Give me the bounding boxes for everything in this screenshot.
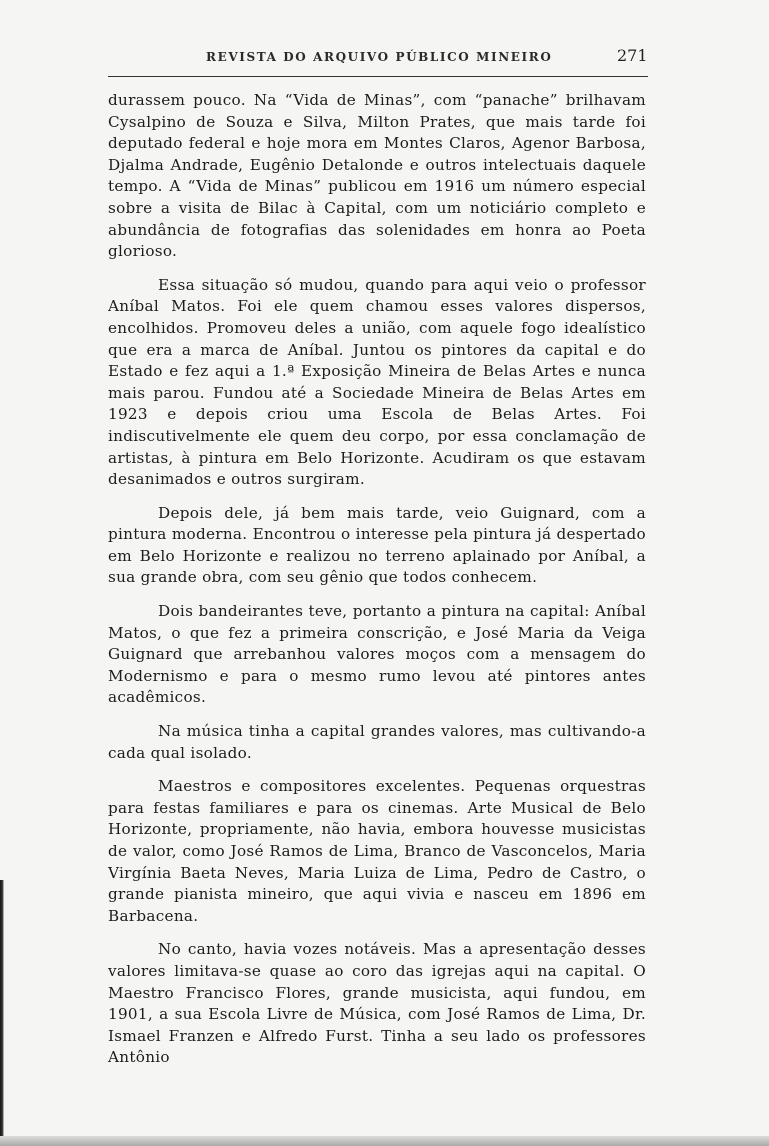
header-rule: [108, 76, 648, 77]
binding-shadow: [0, 880, 4, 1146]
running-head-title: REVISTA DO ARQUIVO PÚBLICO MINEIRO: [206, 50, 553, 64]
paragraph-6: Maestros e compositores excelentes. Pequenas orquestras para festas familiares e para os cinemas. Arte Musical de Belo Horizonte, propriamente, não havia, embora houvesse musicistas de valor, como José Ramos de Lima, Branco de Vasconcelos, Maria Virgínia Baeta Neves, Maria Luiza de Lima, Pedro de Castro, o grande pianista mineiro, que aqui vivia e nasceu em 1896 em Barbacena.: [108, 777, 646, 925]
body-text: [108, 90, 646, 1081]
page-number: 271: [617, 46, 648, 65]
paragraph-2: Essa situação só mudou, quando para aqui veio o professor Aníbal Matos. Foi ele quem chamou esses valores dispersos, encolhidos. Promoveu deles a união, com aquele fogo idealístico que era a marca de Aníbal. Juntou os pintores da capital e do Estado e fez aqui a 1.ª Exposição Mineira de Belas Artes e nunca mais parou. Fundou até a Sociedade Mineira de Belas Artes em 1923 e depois criou uma Escola de Belas Artes. Foi indiscutivelmente ele quem deu corpo, por essa conclamação de artistas, à pintura em Belo Horizonte. Acudiram os que estavam desanimados e outros surgiram.: [108, 275, 646, 489]
paragraph-4: Dois bandeirantes teve, portanto a pintura na capital: Aníbal Matos, o que fez a primeira conscrição, e José Maria da Veiga Guignard que arrebanhou valores moços com a mensagem do Modernismo e para o mesmo rumo levou até pintores antes acadêmicos.: [108, 602, 646, 707]
paragraph-7: No canto, havia vozes notáveis. Mas a apresentação desses valores limitava-se quase ao coro das igrejas aqui na capital. O Maestro Francisco Flores, grande musicista, aqui fundou, em 1901, a sua Escola Livre de Música, com José Ramos de Lima, Dr. Ismael Franzen e Alfredo Furst. Tinha a seu lado os professores Antônio: [108, 940, 646, 1067]
page-bottom-edge: [0, 1136, 769, 1146]
paragraph-3: Depois dele, já bem mais tarde, veio Guignard, com a pintura moderna. Encontrou o interesse pela pintura já despertado em Belo Horizonte e realizou no terreno aplainado por Aníbal, a sua grande obra, com seu gênio que todos conhecem.: [108, 503, 646, 587]
paragraph-1: durassem pouco. Na “Vida de Minas”, com “panache” brilhavam Cysalpino de Souza e Silva, Milton Prates, que mais tarde foi deputado federal e hoje mora em Montes Claros, Agenor Barbosa, Djalma Andrade, Eugênio Detalonde e outros intelectuais daquele tempo. A “Vida de Minas” publicou em 1916 um número especial sobre a visita de Bilac à Capital, com um noticiário completo e abundância de fotografias das solenidades em honra ao Poeta glorioso.: [108, 91, 646, 261]
paragraph-5: Na música tinha a capital grandes valores, mas cultivando-a cada qual isolado.: [108, 722, 646, 762]
